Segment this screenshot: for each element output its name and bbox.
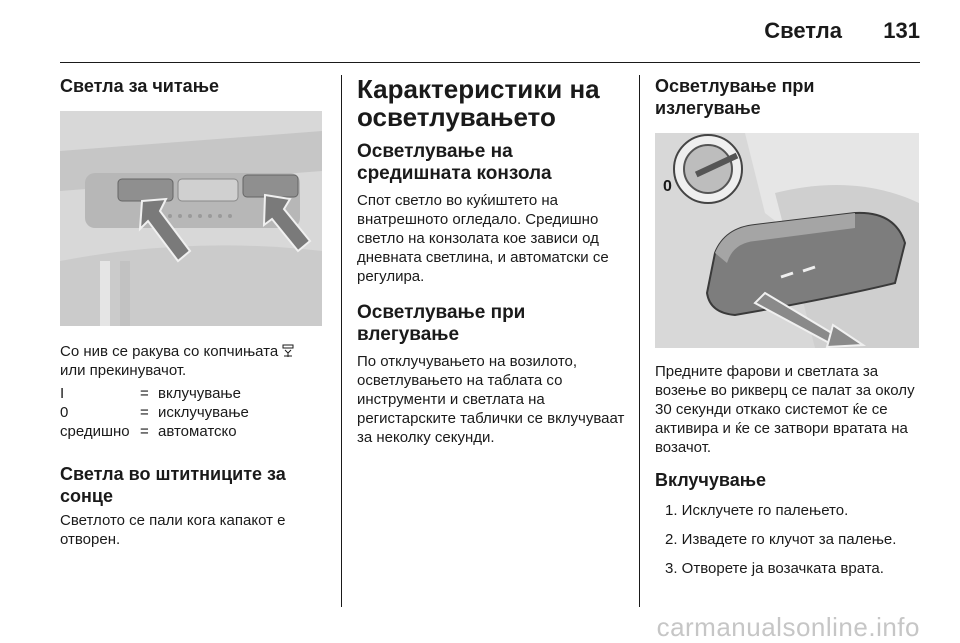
reading-lights-heading: Светла за читање bbox=[60, 76, 220, 96]
switch-position-list bbox=[60, 384, 322, 441]
list-item: 1. Исклучете го палењето. bbox=[665, 502, 849, 519]
activation-steps bbox=[655, 501, 923, 578]
ignition-position-label: 0 bbox=[663, 178, 672, 195]
operation-text: Со нив се ракува со копчињата bbox=[60, 343, 279, 360]
column-divider-1 bbox=[341, 75, 342, 607]
exit-lighting-text: Предните фарови и светлата за возење во рикверц се палат за околу 30 секунди откако системот ќе се активира и ќе се затвори вратата на возачот. bbox=[655, 363, 915, 456]
entry-lighting-text: По отклучувањето на возилото, осветлувањето на таблата со инструменти и светлата на регистарските таблички се вклучуваат за неколку секунди. bbox=[357, 353, 625, 446]
exit-lighting-illustration bbox=[655, 133, 919, 348]
list-item: 0 = исклучување bbox=[60, 404, 249, 421]
exit-lighting-figure bbox=[655, 133, 919, 348]
column-divider-2 bbox=[639, 75, 640, 607]
activation-heading: Вклучување bbox=[655, 470, 767, 490]
list-item: 3. Отворете ја возачката врата. bbox=[665, 560, 884, 577]
list-item: 2. Извадете го клучот за палење. bbox=[665, 531, 897, 548]
features-heading: Карактеристики на осветлувањето bbox=[357, 74, 600, 132]
reading-lamp-icon bbox=[282, 344, 294, 358]
entry-lighting-heading: Осветлување при влегување bbox=[357, 302, 526, 345]
reading-lights-illustration bbox=[60, 111, 322, 326]
page-header bbox=[0, 0, 960, 60]
column-lighting-features bbox=[357, 75, 627, 447]
watermark: carmanualsonline.info bbox=[656, 612, 920, 642]
section-title: Светла bbox=[764, 18, 842, 43]
sun-visor-text: Светлото се пали кога капакот е отворен. bbox=[60, 512, 286, 548]
reading-lights-figure bbox=[60, 111, 322, 326]
list-item: I = вклучување bbox=[60, 385, 241, 402]
console-lighting-heading: Осветлување на средишната конзола bbox=[357, 141, 552, 184]
header-rule bbox=[60, 62, 920, 63]
list-item: средишно = автоматско bbox=[60, 423, 237, 440]
console-lighting-text: Спот светло во куќиштето на внатрешното огледало. Средишно светло на конзолата кое зависи од дневната светлина, и автоматски се регулира. bbox=[357, 192, 609, 285]
exit-lighting-heading: Осветлување при излегување bbox=[655, 76, 815, 118]
page-number: 131 bbox=[883, 18, 920, 43]
operation-text-cont: или прекинувачот. bbox=[60, 362, 187, 379]
sun-visor-heading: Светла во штитниците за сонце bbox=[60, 464, 286, 506]
column-exit-lighting bbox=[655, 75, 923, 588]
column-reading-lights bbox=[60, 75, 322, 549]
